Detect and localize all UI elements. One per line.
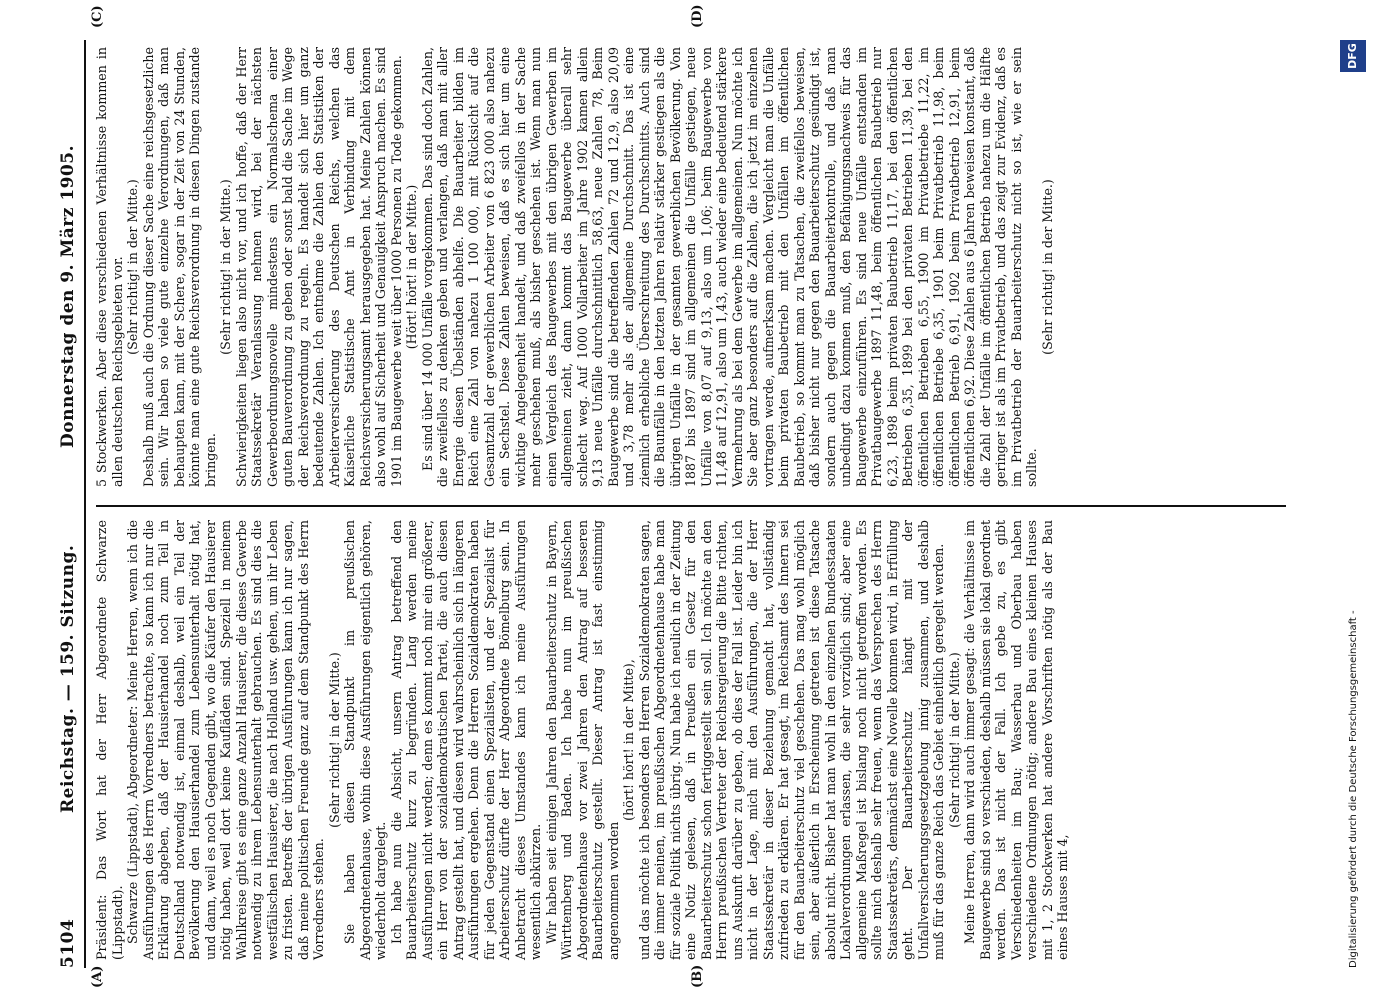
header-title: Reichstag. — 159. Sitzung.: [58, 544, 78, 813]
paragraph: Schwierigkeiten liegen also nicht vor, und ich hoffe, daß der Herr Staatssekretär Veranlassung nehmen wird, bei der nächsten Gewerbeordnungsnovelle mindestens ein Normalschema einer guten Bauverordnung zu geben oder sonst bald die Sache im Wege der Reichsverordnung zu regeln. Es handelt sich hier um ganz bedeutende Zahlen. Ich entnehme die Zahlen den Statistiken der Arbeiterversicherung des Deutschen Reichs, welchen das Kaiserliche Statistische Amt in Verbindung mit dem Reichsversicherungsamt herausgegeben hat. Meine Zahlen können also wohl auf Sicherheit und Genauigkeit Anspruch machen. Es sind 1901 im Baugewerbe weit über 1000 Personen zu Tode gekommen.: [233, 47, 404, 487]
paragraph: Präsident: Das Wort hat der Herr Abgeordnete Schwarze (Lippstadt).: [94, 520, 125, 960]
interjection: (Sehr richtig! in der Mitte.): [946, 652, 962, 828]
paragraph: und das möchte ich besonders den Herren Sozialdemokraten sagen, die immer meinen, im preußischen Abgeordnetenhause habe man für soziale Politik nichts übrig. Nun habe ich neulich in der Zeitung eine Notiz gelesen, daß in Preußen ein Gesetz für den Bauarbeiterschutz schon fertiggestellt sein soll. Ich möchte an den Herrn preußischen Vertreter der Reichsregierung die Bitte richten, uns Auskunft darüber zu geben, ob dies der Fall ist. Leider bin ich nicht in der Lage, mich mit den Ausführungen, die der Herr Staatssekretär in dieser Beziehung gemacht hat, vollständig zufrieden zu erklären. Er hat gesagt, im Reichsamt des Innern sei für den Bauarbeiterschutz viel geschehen. Das mag wohl möglich sein, aber äußerlich in Erscheinung getreten ist diese Tatsache absolut nicht. Bisher hat man wohl in den einzelnen Bundesstaaten Lokalverordnungen erlassen, die sehr vorzüglich sind; aber eine allgemeine Maßregel ist bislang noch nicht getroffen worden. Es sollte mich deshalb sehr freuen, wenn das Versprechen des Herrn Staatssekretärs, demnächst eine Novelle kommen wird, in Erfüllung geht. Der Bauarbeiterschutz hängt mit der Unfallversicherungsgesetzgebung innig zusammen, und deshalb muß für das ganze Reich das Gebiet einheitlich geregelt werden.: [636, 520, 946, 960]
footer-credit: Digitalisierung gefördert durch die Deutsche Forschungsgemeinschaft -: [1348, 610, 1359, 968]
margin-marker-c: (C): [90, 5, 105, 28]
column-divider: [96, 505, 1286, 507]
left-column: [94, 520, 1071, 960]
interjection: (Hört! hört! in der Mitte.): [404, 184, 419, 350]
paragraph: Wir haben seit einigen Jahren den Bauarbeiterschutz in Bayern, Württemberg und Baden. Ich habe nun im preußischen Abgeordnetenhause vor zwei Jahren den Antrag auf besseren Bauarbeiterschutz gestellt. Dieser Antrag ist fast einstimmig angenommen worden: [543, 520, 621, 960]
header-date: Donnerstag den 9. März 1905.: [58, 144, 78, 448]
paragraph: 5 Stockwerken. Aber diese verschiedenen Verhältnisse kommen in allen deutschen Reichsgebieten vor.: [94, 47, 125, 487]
margin-marker-d: (D): [690, 4, 705, 28]
interjection: (Sehr richtig! in der Mitte.): [218, 179, 233, 355]
interjection: (hört! hört! in der Mitte),: [621, 659, 636, 821]
page-number: 5104: [58, 918, 78, 968]
paragraph: Meine Herren, dann wird auch immer gesagt: die Verhältnisse im Baugewerbe sind so verschieden, deshalb müssen sie lokal geordnet werden. Das ist nicht der Fall. Ich gebe zu, es gibt Verschiedenheiten im Bau; Wasserbau und Oberbau haben verschiedene Ordnungen nötig; andere Bau eines kleinen Hauses mit 1, 2 Stockwerken hat andere Vorschriften nötig als der Bau eines Hauses mit 4,: [962, 520, 1070, 960]
header-rule: [84, 40, 86, 968]
interjection: (Sehr richtig! in der Mitte.): [1039, 179, 1055, 355]
paragraph: Schwarze (Lippstadt), Abgeordneter: Meine Herren, wenn ich die Ausführungen des Herrn Vorredners betrachte, so kann ich nur die Erklärung abgeben, daß der Hausierhandel noch zum Teil in Deutschland notwendig ist, einmal deshalb, weil ein Teil der Bevölkerung den Hausierhandel zum Lebensunterhalt nötig hat, und dann, weil es noch Gegenden gibt, wo die Käufer den Hausierer nötig haben, weil dort keine Kaufläden sind. Speziell in meinem Wahlkreise gibt es eine ganze Anzahl Hausierer, die dieses Gewerbe notwendig zu ihrem Lebensunterhalt gebrauchen. Es sind dies die westfälischen Hausierer, die nach Holland usw. gehen, um ihr Leben zu fristen. Betreffs der übrigen Ausführungen kann ich nur sagen, daß meine politischen Freunde ganz auf dem Standpunkt des Herrn Vorredners stehen.: [125, 520, 326, 960]
page-header: [58, 40, 80, 968]
paragraph: Sie haben diesen Standpunkt im preußischen Abgeordnetenhause, wohin diese Ausführungen eigentlich gehören, wiederholt dargelegt.: [342, 520, 388, 960]
dfg-logo: DFG: [1340, 40, 1366, 72]
paragraph: Es sind über 14 000 Unfälle vorgekommen. Das sind doch Zahlen, die zweifellos zu denken geben und verlangen, daß man mit aller Energie diesen Übelständen abhelfe. Die Bauarbeiter bilden im Reich eine Zahl von nahezu 1 100 000, mit Rücksicht auf die Gesamtzahl der gewerblichen Arbeiter von 6 823 000 also nahezu ein Sechstel. Diese Zahlen beweisen, daß es sich hier um eine wichtige Angelegenheit handelt, und daß zweifellos in der Sache mehr geschehen muß, als bisher geschehen ist. Wenn man nun einen Vergleich des Baugewerbes mit den übrigen Gewerben im allgemeinen zieht, dann kommt das Baugewerbe überall sehr schlecht weg. Auf 1000 Vollarbeiter im Jahre 1902 kamen allein 9,13 neue Unfälle durchschnittlich 58,63, neue Zahlen 78, Beim Baugewerbe sind die betreffenden Zahlen 72 und 12,9, also 20,09 und 3,78 mehr als der allgemeine Durchschnitt. Das ist eine ziemlich erhebliche Überschreitung des Durchschnitts. Auch sind die Baunfälle in den letzten Jahren relativ stärker gestiegen als die übrigen Unfälle in der gesamten gewerblichen Bevölkerung. Von 1887 bis 1897 sind im allgemeinen die Unfälle gestiegen, neue Unfälle von 8,07 auf 9,13, also um 1,06; beim Baugewerbe von 11,48 auf 12,91, also um 1,43, auch wieder eine bedeutend stärkere Vermehrung als bei dem Gewerbe im allgemeinen. Nun möchte ich Sie aber ganz besonders auf die Zahlen, die ich jetzt im einzelnen vortragen werde, aufmerksam machen. Vergleicht man die Unfälle beim privaten Baubetrieb mit den Unfällen im öffentlichen Baubetrieb, so kommt man zu Tatsachen, die zweifellos beweisen, daß bisher nicht nur gegen den Bauarbeiterschutz gesündigt ist, sondern auch gegen die Bauarbeiterkontrolle, und daß man unbedingt dazu kommen muß, den Befähigungsnachweis für das Baugewerbe einzuführen. Es sind neue Unfälle entstanden im Privatbaugewerbe 1897 11,48, beim öffentlichen Baubetrieb nur 6,23, 1898 beim privaten Baubetrieb 11,17, bei den öffentlichen Betrieben 6,35, 1899 bei den privaten Betrieben 11,39, bei den öffentlichen Betrieben 6,55, 1900 im Privatbetriebe 11,22, im öffentlichen Betriebe 6,35, 1901 beim Privatbetrieb 11,98, beim öffentlichen Betrieb 6,91, 1902 beim Privatbetrieb 12,91, beim öffentlichen 6,92. Diese Zahlen aus 6 Jahren beweisen konstant, daß die Zahl der Unfälle im öffentlichen Betrieb nahezu um die Hälfte geringer ist als im Privatbetrieb, und das zeigt zur Evidenz, daß es im Privatbetrieb der Bauarbeiterschutz nicht so ist, wie er sein sollte.: [419, 47, 1039, 487]
paragraph: Deshalb muß auch die Ordnung dieser Sache eine reichsgesetzliche sein. Wir haben so viele gute einzelne Verordnungen, daß man behaupten kann, mit der Schere, sogar in der Zeit von 24 Stunden, könnte man eine gute Reichsverordnung in diesen Dingen zustande bringen.: [140, 47, 218, 487]
interjection: (Sehr richtig! in der Mitte.): [125, 179, 140, 355]
paragraph: Ich habe nun die Absicht, unsern Antrag betreffend den Bauarbeiterschutz kurz zu begründen. Lang werden meine Ausführungen nicht werden; denn es kommt noch mir ein größerer, ein Herr von der sozialdemokratischen Partei, die auch diesen Antrag gestellt hat, und diesen wird wahrscheinlich sich in längeren Ausführungen ergehen. Denn die Herren Sozialdemokraten haben für jeden Gegenstand einen Spezialisten, und der Spezialist für Arbeiterschutz dürfte der Herr Abgeordnete Bömelburg sein. In Anbetracht dieses Umstandes kann ich meine Ausführungen wesentlich abkürzen.: [388, 520, 543, 960]
right-column: [94, 47, 1055, 487]
margin-marker-a: (A): [90, 965, 105, 988]
margin-marker-b: (B): [690, 964, 705, 988]
interjection: (Sehr richtig! in der Mitte.): [326, 652, 342, 828]
